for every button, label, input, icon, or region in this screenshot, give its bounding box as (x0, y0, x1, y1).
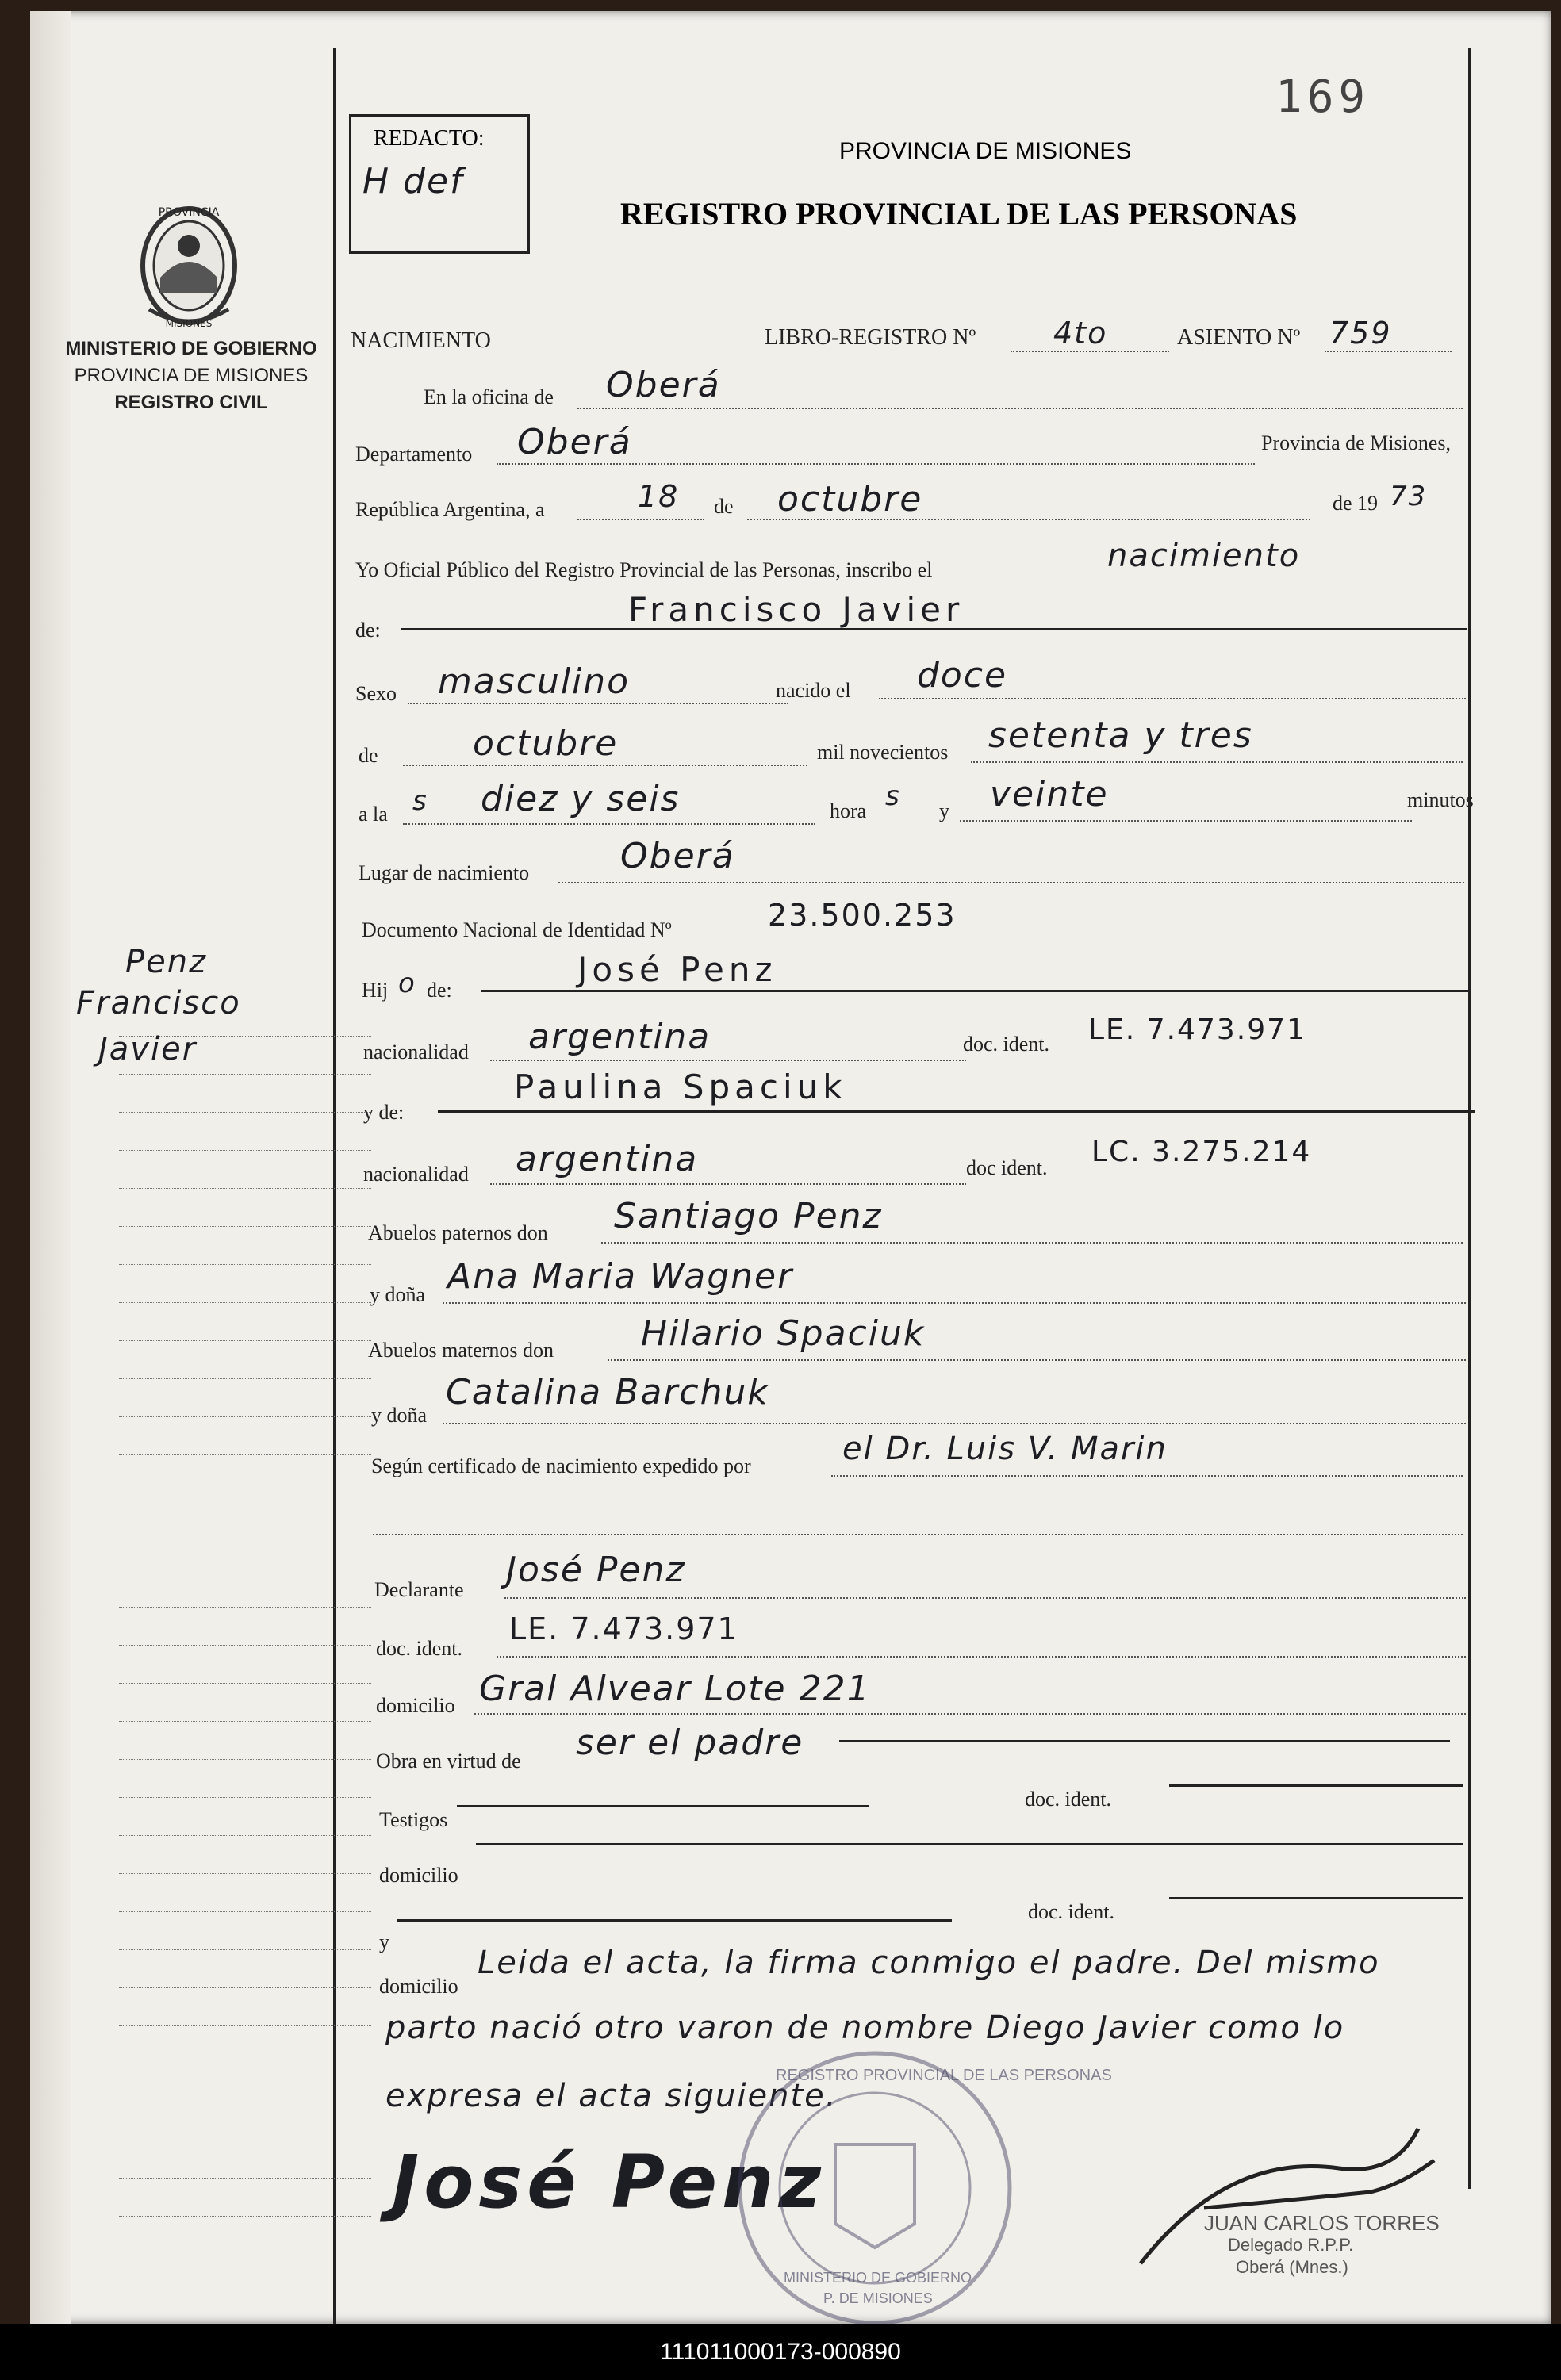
ab-mat-label: Abuelos maternos don (368, 1339, 554, 1362)
nota-line1: Leida el acta, la firma conmigo el padre. Del mismo (478, 1945, 1380, 1981)
domi2-label: domicilio (379, 1975, 458, 1998)
asiento-value: 759 (1329, 316, 1392, 351)
nac1-value: argentina (528, 1017, 711, 1057)
obra-value: ser el padre (576, 1723, 804, 1763)
nac1-label: nacionalidad (363, 1041, 469, 1064)
tdoc2-label: doc. ident. (1028, 1900, 1115, 1923)
round-seal-sub: MINISTERIO DE GOBIERNO (784, 2270, 972, 2286)
left-margin-rule (333, 48, 336, 2324)
mes-value: octubre (777, 479, 923, 519)
ministry-line1: MINISTERIO DE GOBIERNO (65, 338, 317, 359)
svg-text:MISIONES: MISIONES (165, 318, 213, 329)
dni-value: 23.500.253 (768, 898, 957, 933)
dni-label: Documento Nacional de Identidad Nº (362, 918, 672, 941)
decl-value: José Penz (506, 1550, 686, 1590)
image-footer-id: 111011000173-000890 (0, 2324, 1561, 2380)
oficina-value: Oberá (606, 365, 721, 405)
anio-value: 73 (1390, 481, 1428, 512)
oficina-label: En la oficina de (424, 385, 554, 408)
nac2-value: argentina (516, 1139, 699, 1179)
nombre-value: Francisco Javier (628, 590, 965, 629)
horas-label: hora (830, 799, 867, 822)
asiento-label: ASIENTO Nº (1177, 325, 1301, 350)
document-page (30, 11, 1551, 2324)
mil-label: mil novecientos (817, 741, 949, 764)
docid-value: LE. 7.473.971 (509, 1612, 738, 1646)
obra-label: Obra en virtud de (376, 1750, 521, 1773)
yde-label: y de: (363, 1101, 405, 1124)
hijo-o-value: o (398, 968, 416, 999)
ministry-block (65, 338, 317, 414)
inscribo-label: Yo Oficial Público del Registro Provincial de las Personas, inscribo el (355, 558, 933, 581)
province-heading: PROVINCIA DE MISIONES (839, 138, 1132, 164)
lugar-label: Lugar de nacimiento (359, 861, 530, 884)
republica-label: República Argentina, a (355, 498, 545, 521)
ydona2-label: y doña (371, 1404, 428, 1427)
de-label: de (714, 495, 734, 518)
ab-mat2-value: Catalina Barchuk (446, 1372, 769, 1412)
minutos-value: veinte (990, 774, 1109, 814)
hora-value: diez y seis (481, 779, 681, 819)
ab-pat-label: Abuelos paternos don (368, 1221, 548, 1244)
domi-value: Gral Alvear Lote 221 (479, 1669, 871, 1709)
minutos-label: minutos (1407, 788, 1474, 811)
cert-value: el Dr. Luis V. Marin (842, 1431, 1168, 1467)
de-nombre-label: de: (355, 619, 381, 642)
domi-label: domicilio (376, 1694, 455, 1717)
redacto-label: REDACTO: (374, 126, 485, 151)
sexo-value: masculino (438, 661, 631, 702)
anio-nac-value: setenta y tres (988, 715, 1253, 756)
ydona1-label: y doña (370, 1283, 426, 1306)
inscribo-value: nacimiento (1107, 538, 1301, 574)
doc1-value: LE. 7.473.971 (1088, 1014, 1306, 1046)
redacto-box (349, 114, 530, 254)
tdomi-label: domicilio (379, 1864, 458, 1887)
page-number: 169 (1275, 71, 1371, 123)
testigos-label: Testigos (379, 1808, 448, 1831)
mes-nac-value: octubre (473, 723, 619, 764)
act-type: NACIMIENTO (351, 328, 491, 353)
anio-label: de 19 (1333, 492, 1379, 515)
y-label: y (939, 799, 949, 822)
padre-value: José Penz (577, 950, 777, 989)
hijo-label: Hij (362, 979, 389, 1002)
redacto-value: H def (362, 161, 464, 201)
doc2-label: doc ident. (966, 1156, 1048, 1179)
docid-label: doc. ident. (376, 1637, 463, 1660)
provincia-label: Provincia de Misiones, (1261, 431, 1452, 454)
decl-label: Declarante (374, 1578, 464, 1601)
nacido-label: nacido el (776, 679, 851, 702)
de-mes-label: de (359, 744, 378, 767)
svg-text:PROVINCIA: PROVINCIA (158, 206, 220, 219)
round-seal-text: REGISTRO PROVINCIAL DE LAS PERSONAS (776, 2067, 1112, 2084)
stamp-line2: Delegado R.P.P. (1228, 2235, 1354, 2255)
registry-title: REGISTRO PROVINCIAL DE LAS PERSONAS (620, 196, 1298, 232)
libro-value: 4to (1053, 316, 1108, 351)
ministry-line2: PROVINCIA DE MISIONES (74, 365, 309, 386)
ab-pat-value: Santiago Penz (614, 1196, 883, 1236)
ab-pat2-value: Ana Maria Wagner (447, 1256, 794, 1297)
sexo-label: Sexo (355, 682, 397, 705)
doc1-label: doc. ident. (963, 1033, 1050, 1056)
libro-label: LIBRO-REGISTRO Nº (765, 325, 976, 350)
y2-label: y (379, 1930, 389, 1953)
departamento-value: Oberá (517, 422, 632, 462)
right-margin-rule (1468, 48, 1471, 2189)
madre-value: Paulina Spaciuk (514, 1067, 847, 1106)
cert-label: Según certificado de nacimiento expedido por (371, 1454, 751, 1477)
ab-mat-value: Hilario Spaciuk (641, 1313, 926, 1354)
signature: José Penz (392, 2140, 827, 2225)
ala-label: a la (359, 803, 388, 826)
side-name-2: Francisco (76, 985, 241, 1021)
doc2-value: LC. 3.275.214 (1091, 1136, 1312, 1168)
ministry-line3: REGISTRO CIVIL (114, 392, 268, 413)
nota-line3: expresa el acta siguiente. (385, 2078, 838, 2114)
dia-value: 18 (638, 479, 680, 514)
stamp-line1: JUAN CARLOS TORRES (1204, 2211, 1440, 2235)
ala-s-value: s (412, 785, 428, 817)
side-name-3: Javier (98, 1031, 198, 1067)
lugar-value: Oberá (620, 836, 735, 876)
nota-line2: parto nació otro varon de nombre Diego Javier como lo (385, 2010, 1345, 2046)
coat-of-arms-icon (125, 198, 252, 333)
nacido-value: doce (917, 655, 1008, 696)
hijo-de-label: de: (427, 979, 452, 1002)
horas-s-value: s (885, 780, 901, 812)
departamento-label: Departamento (355, 443, 473, 466)
round-seal-bottom: P. DE MISIONES (823, 2290, 933, 2306)
tdoc-label: doc. ident. (1025, 1788, 1112, 1811)
side-name-1: Penz (125, 944, 208, 980)
nac2-label: nacionalidad (363, 1163, 469, 1186)
stamp-line3: Oberá (Mnes.) (1236, 2257, 1348, 2277)
